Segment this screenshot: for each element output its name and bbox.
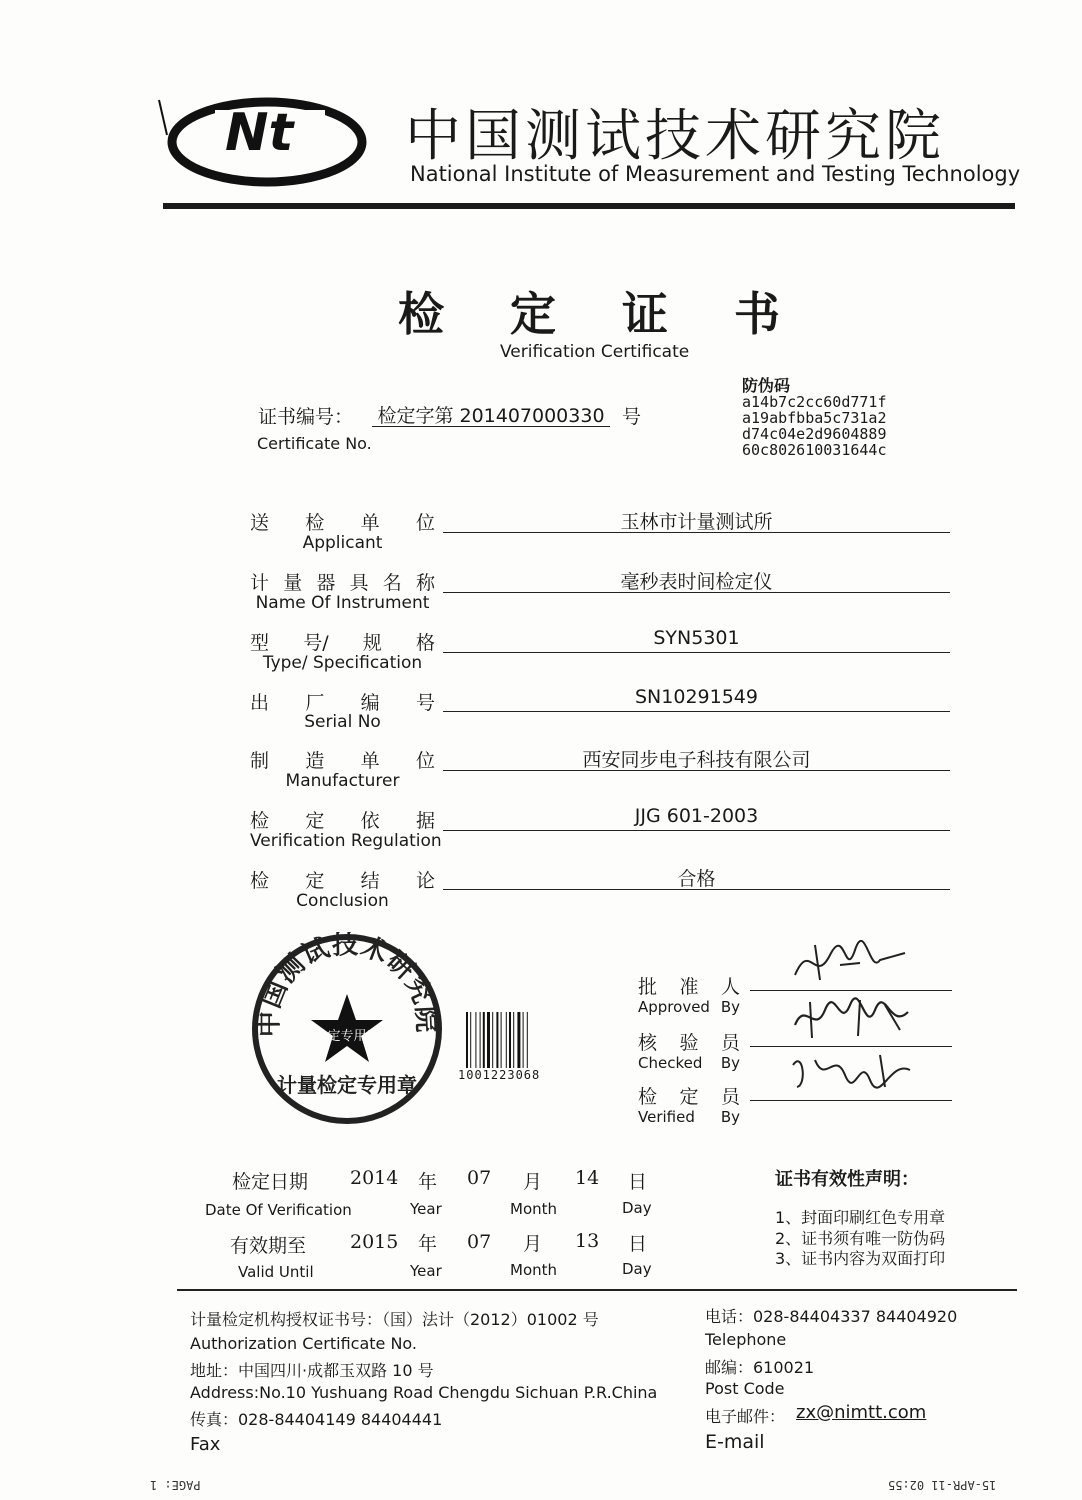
seal-ring-text: 中国测试技术研究院 xyxy=(254,932,442,1038)
field-label-regulation-en: Verification Regulation xyxy=(250,831,442,851)
field-label-instrument: 计 量 器 具 名 称 xyxy=(250,572,435,594)
field-value-type: SYN5301 xyxy=(653,627,740,649)
title-char: 检 xyxy=(398,287,444,341)
field-label-manufacturer-en: Manufacturer xyxy=(285,771,400,791)
valid-until-day: 13 xyxy=(575,1230,600,1252)
unit-year-en: Year xyxy=(410,1200,442,1218)
cert-no-suffix: 号 xyxy=(622,406,642,428)
cert-no-label-en: Certificate No. xyxy=(257,434,372,453)
post-code-en: Post Code xyxy=(705,1379,785,1398)
signer-approved-cn: 批 准 人 xyxy=(638,976,740,998)
cert-no-value: 检定字第 201407000330 xyxy=(377,405,605,427)
email-label-cn: 电子邮件： xyxy=(705,1407,786,1426)
signature-checked xyxy=(790,990,920,1049)
unit-month-en: Month xyxy=(510,1200,558,1218)
phone-cn: 电话：028-84404337 84404920 xyxy=(705,1307,958,1326)
fax-en: Fax xyxy=(190,1434,221,1455)
header-divider xyxy=(163,203,1015,209)
field-value-manufacturer: 西安同步电子科技有限公司 xyxy=(582,749,811,771)
field-label-applicant-en: Applicant xyxy=(302,533,383,553)
field-label-manufacturer: 制 造 单 位 xyxy=(250,750,435,772)
authorization-cn: 计量检定机构授权证书号：（国）法计（2012）01002 号 xyxy=(190,1310,599,1329)
field-value-conclusion: 合格 xyxy=(677,868,716,890)
unit-day-en: Day xyxy=(622,1199,652,1217)
org-name-en: National Institute of Measurement and Testing Technology xyxy=(410,162,1021,186)
footer-divider xyxy=(177,1289,1017,1291)
field-label-conclusion: 检 定 结 论 xyxy=(250,870,435,892)
signer-checked-cn: 核 验 员 xyxy=(638,1032,740,1054)
verification-day: 14 xyxy=(575,1167,600,1189)
signer-approved-en: Approved By xyxy=(638,998,740,1016)
fax-cn: 传真：028-84404149 84404441 xyxy=(190,1410,443,1429)
field-label-conclusion-en: Conclusion xyxy=(296,891,389,911)
phone-en: Telephone xyxy=(705,1330,787,1349)
validity-note-item: 1、封面印刷红色专用章 xyxy=(775,1208,946,1227)
field-underline xyxy=(443,889,950,890)
field-label-instrument-en: Name Of Instrument xyxy=(255,593,430,613)
validity-note-item: 3、证书内容为双面打印 xyxy=(775,1249,946,1268)
field-label-serial-en: Serial No xyxy=(304,712,381,732)
anti-counterfeit-label: 防伪码 xyxy=(742,376,791,395)
logo-text: Nt xyxy=(225,103,294,163)
cert-no-label-cn: 证书编号： xyxy=(258,406,354,428)
barcode xyxy=(465,1012,553,1068)
field-underline xyxy=(443,770,950,771)
unit-month-en: Month xyxy=(510,1261,558,1279)
signature-verified xyxy=(785,1045,920,1099)
anti-counterfeit-line: 60c802610031644c xyxy=(742,441,887,459)
address-cn: 地址：中国四川·成都玉双路 10 号 xyxy=(190,1361,434,1380)
validity-notes-title: 证书有效性声明： xyxy=(775,1169,919,1190)
field-value-regulation: JJG 601-2003 xyxy=(634,805,759,827)
anti-counterfeit-code xyxy=(742,378,887,458)
title-char: 书 xyxy=(734,287,780,341)
verification-date-label-en: Date Of Verification xyxy=(205,1201,352,1219)
field-value-applicant: 玉林市计量测试所 xyxy=(620,511,773,533)
unit-year-en: Year xyxy=(410,1262,442,1280)
title-char: 证 xyxy=(622,287,668,341)
authorization-en: Authorization Certificate No. xyxy=(190,1334,418,1353)
verification-year: 2014 xyxy=(350,1167,399,1189)
field-underline xyxy=(443,830,950,831)
field-underline xyxy=(443,532,950,533)
field-value-serial: SN10291549 xyxy=(635,686,758,708)
post-code-cn: 邮编：610021 xyxy=(705,1358,815,1377)
cert-no-underline xyxy=(372,426,610,427)
email-link[interactable]: zx@nimtt.com xyxy=(796,1402,927,1423)
page-number: PAGE: 1 xyxy=(150,1478,201,1492)
signature-approved xyxy=(785,935,915,994)
official-seal xyxy=(250,932,445,1127)
valid-until-label-cn: 有效期至 xyxy=(230,1235,307,1257)
field-label-type: 型 号/ 规 格 xyxy=(250,632,435,654)
unit-day-cn: 日 xyxy=(628,1171,648,1193)
print-timestamp: 15-APR-11 02:55 xyxy=(888,1478,997,1492)
seal-center-text: 检定专用章 xyxy=(314,1029,380,1044)
field-label-serial: 出 厂 编 号 xyxy=(250,692,435,714)
signer-verified-en: Verified By xyxy=(638,1108,740,1126)
field-value-instrument: 毫秒表时间检定仪 xyxy=(620,571,773,593)
validity-note-item: 2、证书须有唯一防伪码 xyxy=(775,1229,946,1248)
verification-date-label-cn: 检定日期 xyxy=(232,1171,309,1193)
field-underline xyxy=(443,592,950,593)
anti-counterfeit-line: d74c04e2d9604889 xyxy=(742,425,887,443)
field-label-applicant: 送 检 单 位 xyxy=(250,512,435,534)
barcode-number: 1001223068 xyxy=(458,1068,541,1082)
org-name-cn: 中国测试技术研究院 xyxy=(405,104,945,169)
field-label-type-en: Type/ Specification xyxy=(262,653,423,673)
signer-verified-cn: 检 定 员 xyxy=(638,1086,740,1108)
valid-until-month: 07 xyxy=(467,1231,492,1253)
unit-day-en: Day xyxy=(622,1260,652,1278)
title-en: Verification Certificate xyxy=(500,342,690,362)
unit-month-cn: 月 xyxy=(523,1171,543,1193)
unit-day-cn: 日 xyxy=(628,1233,648,1255)
unit-year-cn: 年 xyxy=(418,1171,438,1193)
title-char: 定 xyxy=(510,287,556,341)
address-en: Address:No.10 Yushuang Road Chengdu Sichuan P.R.China xyxy=(190,1383,658,1402)
unit-month-cn: 月 xyxy=(523,1233,543,1255)
email-en: E-mail xyxy=(705,1431,765,1453)
valid-until-year: 2015 xyxy=(350,1231,399,1253)
anti-counterfeit-line: a14b7c2cc60d771f xyxy=(742,393,887,411)
valid-until-label-en: Valid Until xyxy=(238,1263,314,1281)
seal-bottom-text: 计量检定专用章 xyxy=(277,1073,417,1097)
unit-year-cn: 年 xyxy=(418,1233,438,1255)
anti-counterfeit-line: a19abfbba5c731a2 xyxy=(742,409,887,427)
field-underline xyxy=(443,711,950,712)
field-label-regulation: 检 定 依 据 xyxy=(250,810,435,832)
institute-logo xyxy=(155,80,370,200)
verification-month: 07 xyxy=(467,1167,492,1189)
signer-checked-en: Checked By xyxy=(638,1054,740,1072)
field-underline xyxy=(443,652,950,653)
signature-line xyxy=(750,1100,952,1101)
